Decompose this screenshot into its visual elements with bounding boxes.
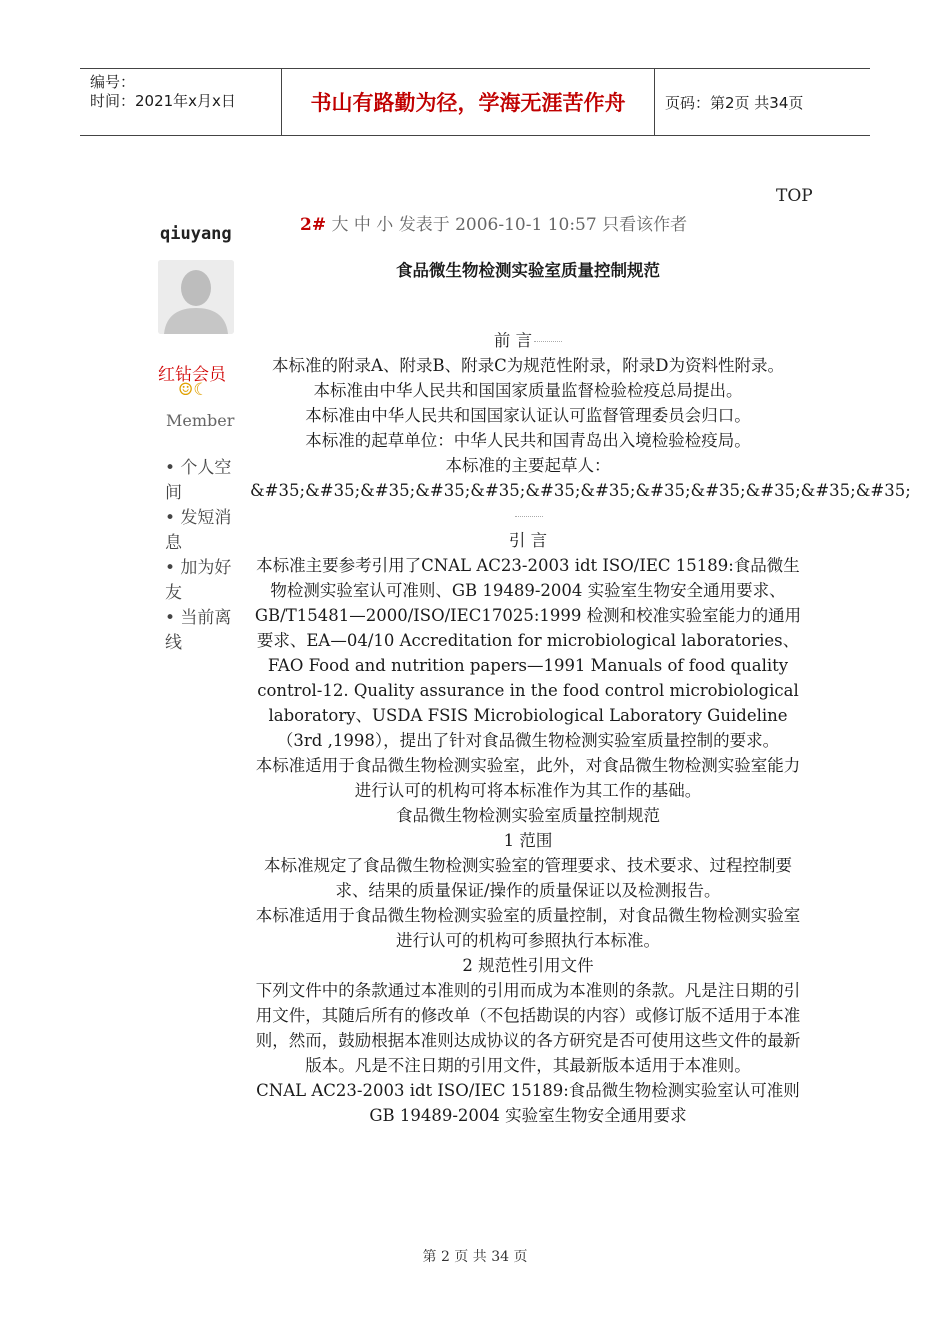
serial-label: 编号： [90, 73, 136, 91]
header-left [80, 69, 282, 135]
intro-paragraph: 本标准适用于食品微生物检测实验室，此外，对食品微生物检测实验室能力进行认可的机构可将本标准作为其工作的基础。 [255, 756, 801, 800]
floor-number: 2# [300, 215, 327, 235]
intro-heading: 引 言 [508, 531, 548, 550]
username[interactable]: qiuyang [160, 224, 232, 244]
intro-paragraph: 本标准主要参考引用了CNAL AC23-2003 idt ISO/IEC 15189:食品微生物检测实验室认可准则、GB 19489-2004 实验室生物安全通用要求、GB/T15481—2000/ISO/IEC17025:1999 检测和校准实验室能力的通用要求、EA—04/10 Accreditation for microbiological laboratories、FAO Food and nutrition papers—1991 Manuals of food quality control-12. Quality assurance in the food control microbiological laboratory、USDA FSIS Microbiological Laboratory Guideline（3rd ,1998），提出了针对食品微生物检测实验室质量控制的要求。 [254, 556, 802, 750]
member-label: Member [166, 411, 235, 430]
add-friend-link[interactable]: • 加为好友 [165, 558, 232, 603]
preface-heading: 前 言 [493, 331, 533, 350]
preface-paragraph: &#35;&#35;&#35;&#35;&#35;&#35;&#35;&#35;&#35;&#35;&#35;&#35; [250, 481, 911, 500]
status-offline: • 当前离线 [165, 608, 232, 653]
personal-space-link[interactable]: • 个人空间 [165, 458, 232, 503]
page-footer: 第 2 页 共 34 页 [422, 1249, 528, 1265]
doc-title: 食品微生物检测实验室质量控制规范 [396, 261, 660, 280]
post-content [250, 258, 911, 1128]
date-line: 时间：2021年x月x日 [90, 92, 236, 110]
avatar[interactable] [158, 260, 234, 334]
section-heading: 1 范围 [503, 831, 553, 850]
reference-item: CNAL AC23-2003 idt ISO/IEC 15189:食品微生物检测实验室认可准则 [256, 1081, 800, 1100]
send-message-link[interactable]: • 发短消息 [165, 508, 232, 553]
rank-label: 红钻会员 [158, 365, 226, 385]
user-links [165, 456, 240, 656]
preface-paragraph: 本标准的起草单位：中华人民共和国青岛出入境检验检疫局。 [305, 431, 751, 450]
page-header [80, 68, 870, 136]
reference-item: GB 19489-2004 实验室生物安全通用要求 [369, 1106, 687, 1125]
header-motto: 书山有路勤为径，学海无涯苦作舟 [282, 69, 655, 135]
post-meta[interactable]: 大 中 小 发表于 2006-10-1 10:57 只看该作者 [331, 215, 688, 235]
section-paragraph: 本标准适用于食品微生物检测实验室的质量控制，对食品微生物检测实验室进行认可的机构可参照执行本标准。 [255, 906, 801, 950]
spec-title: 食品微生物检测实验室质量控制规范 [396, 806, 660, 825]
section-heading: 2 规范性引用文件 [462, 956, 594, 975]
preface-paragraph: 本标准的主要起草人： [445, 456, 611, 475]
preface-paragraph: 本标准由中华人民共和国国家认证认可监督管理委员会归口。 [305, 406, 751, 425]
top-link[interactable]: TOP [776, 186, 813, 206]
preface-paragraph: 本标准的附录A、附录B、附录C为规范性附录，附录D为资料性附录。 [272, 356, 784, 375]
post-meta-bar [300, 210, 687, 235]
rank-emoji-icon: ☺☾ [178, 380, 209, 400]
header-page-info: 页码：第2页 共34页 [665, 93, 804, 112]
section-paragraph: 下列文件中的条款通过本准则的引用而成为本准则的条款。凡是注日期的引用文件，其随后所有的修改单（不包括勘误的内容）或修订版不适用于本准则，然而，鼓励根据本准则达成协议的各方研究是否可使用这些文件的最新版本。凡是不注日期的引用文件，其最新版本适用于本准则。 [255, 981, 801, 1075]
preface-paragraph: 本标准由中华人民共和国国家质量监督检验检疫总局提出。 [313, 381, 743, 400]
section-paragraph: 本标准规定了食品微生物检测实验室的管理要求、技术要求、过程控制要求、结果的质量保证/操作的质量保证以及检测报告。 [264, 856, 792, 900]
